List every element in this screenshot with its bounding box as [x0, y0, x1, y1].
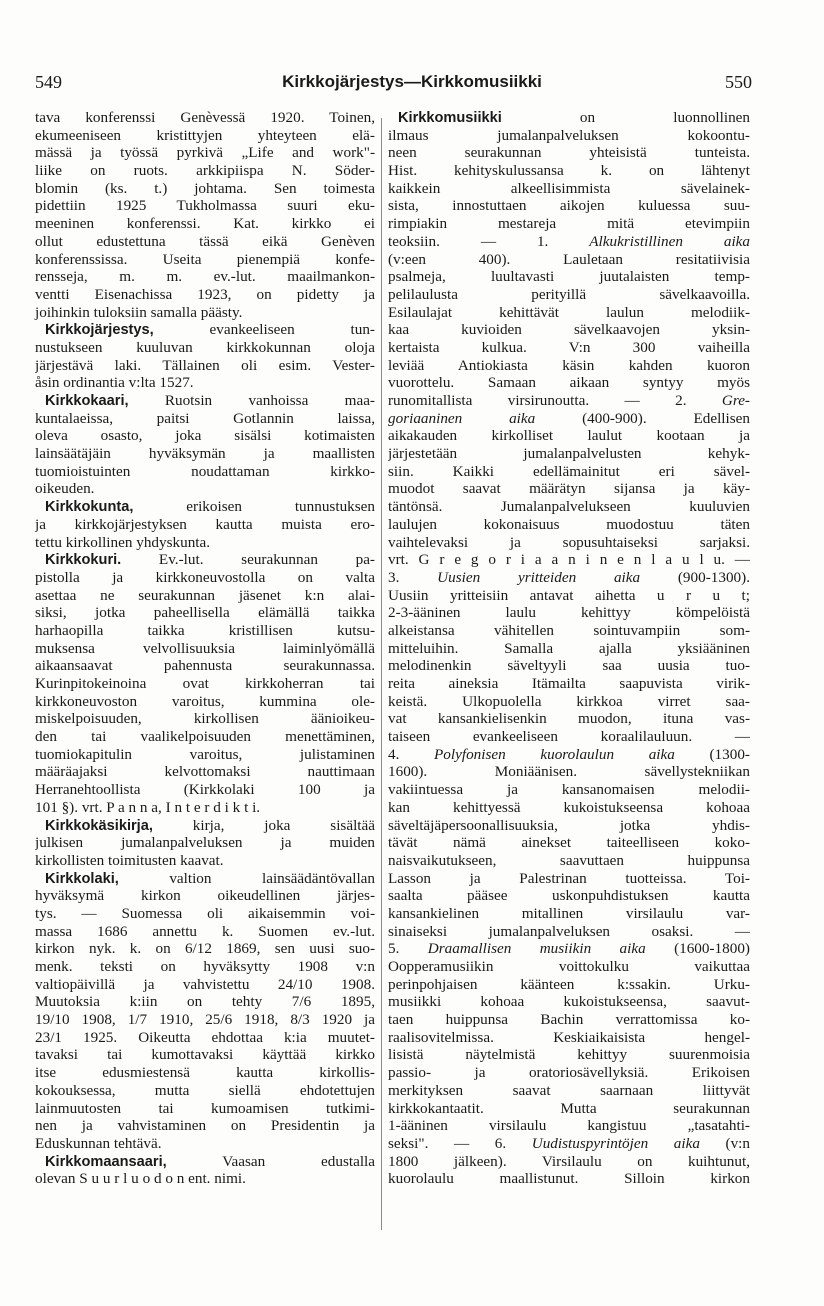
line-text: täntönsä. Jumalanpalvelukseen kuuluvien — [388, 498, 750, 516]
text-line — [388, 321, 750, 339]
line-text: tava konferenssi Genèvessä 1920. Toinen, — [35, 109, 375, 126]
italic-term: Gre- — [721, 392, 750, 409]
line-text: kirkkokantaatit. Mutta seurakunnan — [388, 1099, 750, 1117]
text-line — [35, 1046, 375, 1064]
text-line — [35, 905, 375, 923]
line-text: Kurinpitokeinoina ovat kirkkoherran tai — [35, 675, 375, 692]
text-line — [35, 127, 375, 145]
text-line — [388, 516, 750, 534]
text-line — [388, 180, 750, 198]
right-column — [388, 109, 750, 1188]
right-page-number: 550 — [725, 72, 752, 92]
headword: Kirkkokäsikirja, — [45, 817, 153, 834]
line-text: kirkon nyk. k. on 6/12 1869, sen uusi suo- — [35, 940, 375, 958]
line-text: miskelpoisuuden, kirkollisen äänioikeu- — [35, 710, 375, 728]
text-line — [35, 516, 375, 534]
italic-term: Uusien yritteiden aika — [437, 568, 641, 586]
text-line — [388, 1064, 750, 1082]
line-text: kertaista kulkua. V:n 300 vaiheilla — [388, 338, 750, 356]
text-line — [388, 887, 750, 905]
line-text: musiikki kohoaa kukoistukseensa, saavut- — [388, 993, 750, 1011]
italic-term: Draamallisen musiikin aika — [427, 940, 646, 958]
line-text: Ruotsin vanhoissa maa- — [128, 392, 375, 409]
headword: Kirkkojärjestys, — [45, 322, 154, 339]
text-line — [388, 958, 750, 976]
text-line — [35, 463, 375, 481]
text-line — [35, 1135, 375, 1153]
text-line — [388, 976, 750, 994]
line-text: liike on ruots. arkkipiispa N. Söder- — [35, 162, 375, 180]
line-text: keistä. Ulkopuolella kirkkoa virret saa- — [388, 692, 750, 710]
line-text: on luonnollinen — [501, 109, 750, 126]
line-text: tavaksi tai kumottavaksi käyttää kirkko — [35, 1046, 375, 1064]
text-line — [388, 339, 750, 357]
text-line — [35, 480, 375, 498]
text-line — [388, 374, 750, 392]
line-text: hyväksymä kirkon oikeudellinen järjes- — [35, 887, 375, 905]
line-text: lainmuutosten tai kumoamisen tutkimi- — [35, 1099, 375, 1117]
line-text: valtiopäivillä ja vahvistettu 24/10 1908. — [35, 975, 375, 993]
line-text: ja kirkkojärjestyksen kautta muista ero- — [35, 515, 375, 533]
line-text: naisvaikutukseen, saavuttaen huippunsa — [388, 851, 750, 869]
text-line — [35, 144, 375, 162]
line-text: den tai vaalikelpoisuuden menettäminen, — [35, 728, 375, 746]
text-line — [388, 410, 750, 428]
line-text: 1-ääninen virsilaulu kangistuu „tasatahti- — [388, 1117, 750, 1135]
entry-headword-line — [35, 870, 375, 888]
text-line — [35, 710, 375, 728]
text-line — [388, 587, 750, 605]
italic-term: Alkukristillinen aika — [589, 232, 750, 250]
text-line — [388, 693, 750, 711]
text-line — [35, 622, 375, 640]
line-text: kirkollisten toimitusten kaavat. — [35, 851, 224, 869]
line-text: laulujen kokonaisuus muodostuu täten — [388, 515, 750, 533]
line-text: vrt. G r e g o r i a a n i n e n l a u l u. — — [388, 551, 750, 569]
text-line — [388, 657, 750, 675]
text-line — [35, 976, 375, 994]
text-line — [35, 534, 375, 552]
text-line — [35, 427, 375, 445]
text-line — [388, 1082, 750, 1100]
text-line — [388, 268, 750, 286]
text-line — [35, 162, 375, 180]
line-text: 101 §). vrt. P a n n a, I n t e r d i k t i. — [35, 798, 261, 816]
line-text: Muutoksia k:iin on tehty 7/6 1895, — [35, 993, 375, 1011]
line-text: Lasson ja Palestrinan tuotteissa. Toi- — [388, 869, 750, 887]
text-line — [35, 233, 375, 251]
line-text: leviää Antiokiasta käsin kahden kuoron — [388, 356, 750, 374]
text-line — [35, 1117, 375, 1135]
line-text: rimpiakin mestareja mitä etevimpiin — [388, 215, 750, 233]
entry-headword-line — [388, 109, 750, 127]
text-line — [388, 569, 750, 587]
headword: Kirkkokunta, — [45, 499, 134, 516]
line-text: ilmaus jumalanpalveluksen kokoontu- — [388, 126, 750, 144]
text-line — [388, 799, 750, 817]
line-text: lainsäätäjäin hyväksymän ja maallisten — [35, 445, 375, 463]
line-text: joihinkin tuloksiin samalla päästy. — [35, 303, 243, 321]
italic-term: Polyfonisen kuorolaulun aika — [434, 745, 675, 763]
text-line — [388, 852, 750, 870]
line-text: mässä ja työssä pyrkivä „Life and work"- — [35, 144, 375, 162]
text-line — [35, 657, 375, 675]
line-text: järjestetään jumalanpalvelusten kehyk- — [388, 445, 750, 463]
line-text: siksi, jotka paheellisella elämällä taikka — [35, 604, 375, 622]
text-line — [388, 923, 750, 941]
text-line — [35, 834, 375, 852]
line-text: (1300- — [674, 745, 750, 763]
text-line — [35, 109, 375, 127]
text-line — [388, 215, 750, 233]
text-line — [388, 1011, 750, 1029]
left-page-number: 549 — [35, 72, 62, 92]
column-divider — [381, 118, 382, 1230]
text-line — [35, 587, 375, 605]
text-line — [35, 410, 375, 428]
text-line — [35, 993, 375, 1011]
text-line — [35, 1100, 375, 1118]
line-text: ventti Eisenachissa 1923, on pidetty ja — [35, 285, 375, 303]
line-text: järjestävä laki. Tällainen oli esim. Vester- — [35, 356, 375, 374]
line-text: kirkkoneuvoston varoitus, kummina ole- — [35, 692, 375, 710]
line-text: kuorolaulu maallistunut. Silloin kirkon — [388, 1170, 750, 1188]
line-text: kansankielinen mitallinen virsilaulu var- — [388, 904, 750, 922]
text-line — [35, 197, 375, 215]
text-line — [35, 1170, 375, 1188]
entry-headword-line — [35, 1153, 375, 1171]
line-text: evankeeliseen tun- — [153, 321, 375, 339]
line-text: massa 1686 annettu k. Suomen ev.-lut. — [35, 922, 375, 940]
entry-headword-line — [35, 551, 375, 569]
line-text: julkisen jumalanpalveluksen ja muiden — [35, 834, 375, 852]
text-line — [35, 357, 375, 375]
text-line — [35, 286, 375, 304]
line-text: Uusiin yritteisiin antavat aihetta u r u t; — [388, 586, 750, 604]
line-text: valtion lainsäädäntövallan — [118, 869, 375, 887]
line-text: kuntalaeissa, paitsi Gotlannin laissa, — [35, 409, 375, 427]
line-text: alkeistansa vähitellen sointuvampiin som- — [388, 621, 750, 639]
text-line — [388, 1046, 750, 1064]
line-text: ekumeeniseen kristittyjen yhteyteen elä- — [35, 126, 375, 144]
text-line — [35, 1064, 375, 1082]
italic-term: goriaaninen aika — [388, 409, 536, 427]
line-text: nen ja vahvistaminen on Presidentin ja — [35, 1117, 375, 1135]
headword: Kirkkokuri. — [45, 552, 122, 569]
text-line — [388, 640, 750, 658]
text-line — [35, 604, 375, 622]
line-text: raalisovitelmissa. Keskiaikaisista hengel- — [388, 1028, 750, 1046]
line-text: säveltäjäpersoonallisuuksia, jotka yhdis- — [388, 816, 750, 834]
line-text: asettaa ne seurakunnan jäsenet k:n alai- — [35, 586, 375, 604]
line-text: Eduskunnan tehtävä. — [35, 1134, 162, 1152]
text-line — [388, 445, 750, 463]
line-text: Oopperamusiikin voittokulku vaikuttaa — [388, 958, 750, 975]
text-line — [388, 781, 750, 799]
text-line — [35, 746, 375, 764]
line-text: (400-900). Edellisen — [535, 409, 750, 427]
text-line — [388, 197, 750, 215]
text-line — [388, 480, 750, 498]
line-text: taen huippunsa Bachin verrattomissa ko- — [388, 1011, 750, 1029]
text-line — [35, 958, 375, 976]
line-text: (900-1300). — [640, 568, 750, 586]
text-line — [35, 728, 375, 746]
line-text: Ev.-lut. seurakunnan pa- — [121, 551, 375, 569]
line-text: harhaopilla taikka kristillisen kutsu- — [35, 621, 375, 639]
line-text: melodinenkin säveltyyli saa uusia tuo- — [388, 657, 750, 675]
italic-term: Uudistuspyrintöjen aika — [531, 1134, 700, 1152]
line-text: olevan S u u r l u o d o n ent. nimi. — [35, 1170, 246, 1188]
line-text: oleva osasto, joka sisälsi kotimaisten — [35, 427, 375, 445]
line-text: vaihtelevaksi ja sopusuhtaiseksi sarjaksi. — [388, 533, 750, 551]
headword: Kirkkomaansaari, — [45, 1153, 167, 1170]
text-line — [35, 215, 375, 233]
line-text: teoksiin. — 1. — [388, 232, 590, 250]
line-text: Hist. kehityskulussansa k. on lähtenyt — [388, 162, 750, 180]
line-text: 1800 jälkeen). Virsilaulu on kuihtunut, — [388, 1152, 750, 1170]
text-line — [35, 763, 375, 781]
text-line — [35, 923, 375, 941]
line-text: vat kansankielisenkin muodon, ituna vas- — [388, 710, 750, 728]
line-text: ollut edustettuna tässä eikä Genèven — [35, 232, 375, 250]
line-text: siin. Kaikki edellämainitut eri sävel- — [388, 462, 750, 480]
line-text: (v:n — [699, 1134, 750, 1152]
text-line — [35, 640, 375, 658]
line-text: Vaasan edustalla — [166, 1152, 375, 1170]
line-text: 2-3-ääninen laulu kehittyy kömpelöistä — [388, 604, 750, 622]
text-line — [388, 144, 750, 162]
line-text: menk. teksti on hyväksytty 1908 v:n — [35, 958, 375, 975]
text-line — [35, 1082, 375, 1100]
headword: Kirkkokaari, — [45, 393, 129, 409]
text-line — [388, 392, 750, 410]
line-text: åsin ordinantia v:lta 1527. — [35, 374, 194, 392]
line-text: kirja, joka sisältää — [152, 816, 375, 834]
line-text: tuomioistuinten noudattaman kirkko- — [35, 462, 375, 480]
line-text: pistolla ja kirkkoneuvostolla on valta — [35, 568, 375, 586]
line-text: aikakauden kirkolliset laulut kootaan ja — [388, 427, 750, 445]
entry-headword-line — [35, 392, 375, 410]
text-line — [388, 710, 750, 728]
line-text: 23/1 1925. Oikeutta ehdottaa k:ia muutet- — [35, 1028, 375, 1046]
line-text: 3. — [388, 568, 438, 586]
text-line — [388, 728, 750, 746]
text-line — [388, 834, 750, 852]
text-line — [388, 1100, 750, 1118]
text-line — [35, 887, 375, 905]
line-text: rensseja, m. m. ev.-lut. maailmankon- — [35, 268, 375, 286]
line-text: merkityksen saavat saarnaan liittyvät — [388, 1081, 750, 1099]
text-line — [388, 1153, 750, 1171]
line-text: tys. — Suomessa oli aikaisemmin voi- — [35, 904, 375, 922]
line-text: tävät nämä ainekset taiteelliseen koko- — [388, 834, 750, 852]
text-line — [35, 445, 375, 463]
line-text: pidettiin 1925 Tukholmassa suuri eku- — [35, 197, 375, 215]
text-line — [35, 569, 375, 587]
text-line — [388, 463, 750, 481]
line-text: aikaansaavat pahennusta seurakunnassa. — [35, 657, 375, 675]
line-text: psalmeja, luultavasti juutalaisten temp- — [388, 268, 750, 286]
text-line — [388, 251, 750, 269]
line-text: 1600). Moniäänisen. sävellystekniikan — [388, 763, 750, 781]
text-line — [35, 304, 375, 322]
line-text: neen seurakunnan yhteisistä tunteista. — [388, 144, 750, 162]
text-line — [35, 693, 375, 711]
line-text: vuorottelu. Samaan aikaan syntyy myös — [388, 374, 750, 392]
line-text: sinaiseksi jumalanpalveluksen osaksi. — — [388, 922, 750, 940]
line-text: seksi". — 6. — [388, 1134, 532, 1152]
line-text: 4. — [388, 745, 435, 763]
text-line — [35, 180, 375, 198]
line-text: reita aineksia Itämailta saapuvista virik- — [388, 675, 750, 692]
text-line — [35, 852, 375, 870]
line-text: mitteluihin. Samalla ajalla yksiääninen — [388, 639, 750, 657]
text-line — [388, 162, 750, 180]
text-line — [388, 940, 750, 958]
entry-headword-line — [35, 498, 375, 516]
text-line — [388, 127, 750, 145]
line-text: saalta pääsee uskonpuhdistuksen kautta — [388, 887, 750, 905]
text-line — [35, 1011, 375, 1029]
text-line — [388, 498, 750, 516]
headword: Kirkkomusiikki — [398, 110, 502, 126]
running-title: Kirkkojärjestys—Kirkkomusiikki — [282, 72, 542, 91]
left-column — [35, 109, 375, 1188]
text-line — [388, 870, 750, 888]
text-line — [388, 746, 750, 764]
line-text: määräajaksi kelvottomaksi nauttimaan — [35, 763, 375, 781]
entry-headword-line — [35, 321, 375, 339]
text-line — [388, 357, 750, 375]
line-text: konferenssissa. Useita pienempiä konfe- — [35, 250, 375, 268]
text-line — [388, 286, 750, 304]
text-line — [388, 1170, 750, 1188]
line-text: tettu kirkollinen yhdyskunta. — [35, 533, 211, 551]
entry-headword-line — [35, 817, 375, 835]
line-text: kaikkein alkeellisimmista sävelainek- — [388, 179, 750, 197]
line-text: pelilaulusta perityillä sävelkaavoilla. — [388, 285, 750, 303]
line-text: tuomiokapitulin varoitus, julistaminen — [35, 745, 375, 763]
text-line — [35, 940, 375, 958]
text-line — [35, 1029, 375, 1047]
line-text: sista, innostuttaen aikojen kuluessa suu- — [388, 197, 750, 215]
line-text: kokouksessa, mutta siellä ehdotettujen — [35, 1081, 375, 1099]
text-line — [388, 1029, 750, 1047]
line-text: 5. — [388, 940, 428, 958]
line-text: oikeuden. — [35, 480, 95, 498]
text-line — [35, 268, 375, 286]
text-line — [388, 622, 750, 640]
line-text: 19/10 1908, 1/7 1910, 25/6 1918, 8/3 1920 ja — [35, 1011, 375, 1029]
text-line — [388, 551, 750, 569]
line-text: vakiintuessa ja kansanomaisen melodii- — [388, 781, 750, 799]
line-text: kan kehittyessä kukoistukseensa kohoaa — [388, 798, 750, 816]
text-line — [35, 675, 375, 693]
page-header — [0, 72, 824, 102]
line-text: blomin (ks. t.) johtama. Sen toimesta — [35, 179, 375, 197]
text-line — [388, 604, 750, 622]
text-line — [388, 993, 750, 1011]
line-text: meeninen konferenssi. Kat. kirkko ei — [35, 215, 375, 233]
text-line — [388, 817, 750, 835]
line-text: taiseen evankeeliseen koraalilauluun. — — [388, 728, 750, 746]
line-text: (v:een 400). Lauletaan resitatiivisia — [388, 250, 750, 268]
line-text: itse edusmiestensä kautta kirkollis- — [35, 1064, 375, 1082]
text-line — [388, 304, 750, 322]
line-text: muodot saavat määrätyn sijansa ja käy- — [388, 480, 750, 498]
text-line — [388, 233, 750, 251]
line-text: (1600-1800) — [645, 940, 750, 958]
text-line — [388, 905, 750, 923]
text-line — [388, 534, 750, 552]
text-line — [35, 799, 375, 817]
line-text: perinpohjaisen käänteen k:ssakin. Urku- — [388, 975, 750, 993]
text-line — [388, 1117, 750, 1135]
text-line — [388, 1135, 750, 1153]
line-text: erikoisen tunnustuksen — [133, 498, 375, 516]
line-text: muksensa velvollisuuksia laiminlyömällä — [35, 639, 375, 657]
text-line — [388, 763, 750, 781]
line-text: lisistä näytelmistä kehittyy suurenmoisia — [388, 1046, 750, 1064]
text-line — [388, 427, 750, 445]
line-text: Esilaulajat kehittävät laulun melodiik- — [388, 303, 750, 321]
line-text: passio- ja oratoriosävellyksiä. Erikoisen — [388, 1064, 750, 1082]
line-text: runomitallista virsirunoutta. — 2. — [388, 392, 722, 409]
text-line — [35, 251, 375, 269]
line-text: kaa kuvioiden sävelkaavojen yksin- — [388, 321, 750, 339]
text-line — [35, 374, 375, 392]
headword: Kirkkolaki, — [45, 870, 119, 887]
line-text: nustukseen kuuluvan kirkkokunnan oloja — [35, 338, 375, 356]
text-line — [35, 339, 375, 357]
text-line — [388, 675, 750, 693]
line-text: Herranehtoollista (Kirkkolaki 100 ja — [35, 781, 375, 799]
text-line — [35, 781, 375, 799]
